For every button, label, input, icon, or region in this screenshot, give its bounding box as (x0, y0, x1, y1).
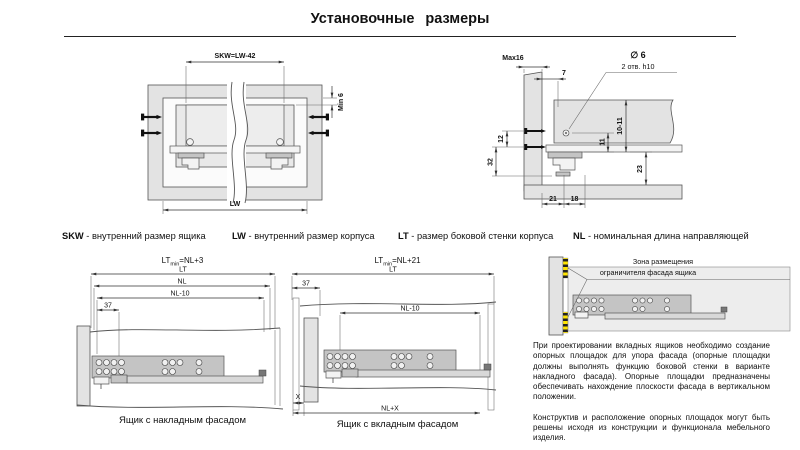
dim-nl10-label: NL-10 (170, 290, 190, 298)
dim-23 (630, 152, 652, 185)
hole-detail (563, 130, 569, 136)
dim-23-label: 23 (637, 165, 644, 173)
dim-37-label: 37 (302, 280, 310, 288)
overlay-facade-svg (75, 266, 290, 414)
overlay-facade-drawing (75, 256, 290, 426)
dim-nlx-label: NL+X (381, 405, 399, 413)
dim-x-label: X (295, 394, 301, 401)
page-title: Установочные размеры (310, 11, 490, 27)
drawer-bottom-board (546, 145, 682, 152)
dim-37 (97, 303, 119, 357)
legend-skw (62, 231, 206, 241)
legend-lw-key: LW (232, 231, 246, 241)
legend-nl-key: NL (573, 231, 586, 241)
dim-12 (492, 131, 525, 147)
dim-lw-label: LW (229, 201, 241, 208)
dim-10-11-label: 10-11 (617, 117, 624, 135)
formula-rest: =NL+21 (392, 256, 421, 265)
dim-nl10-label: NL-10 (400, 305, 420, 313)
dim-lw (163, 201, 307, 214)
dim-max16 (502, 55, 550, 73)
dim-11-label: 11 (599, 138, 607, 146)
stopper-zone-strips (563, 258, 568, 333)
inset-facade-drawing (290, 256, 505, 430)
legend-nl-desc: - номинальная длина направляющей (588, 231, 749, 241)
zone-label-line1: Зона размещения (632, 257, 694, 266)
dim-12-label: 12 (498, 135, 505, 143)
dia6-label: ∅ 6 (630, 50, 646, 60)
legend-nl (573, 231, 749, 241)
dim-7-label: 7 (562, 70, 566, 77)
dim-21-label: 21 (549, 196, 557, 203)
holes-label: 2 отв. h10 (621, 62, 655, 71)
caption-inset-facade: Ящик с вкладным фасадом (336, 419, 459, 430)
mounting-detail-drawing (480, 45, 685, 217)
legend-lw (232, 231, 375, 241)
slide-profile (548, 152, 582, 176)
slide-rail (92, 356, 266, 389)
notes-paragraph-1: При проектировании вкладных ящиков необходимо создание опорных площадок для упора фасада (опорные площадки должны выполнять функцию боковой стенки в варианте накладного фасада). Опорные площадки предназначены обеспечивать нахождение плоскости фасада в вертикальном положении. (533, 341, 770, 402)
dim-32-label: 32 (487, 158, 495, 166)
dim-lt-label: LT (389, 266, 397, 274)
front-section-drawing (140, 45, 350, 217)
dim-nl-label: NL (177, 278, 187, 286)
facade-panel (549, 257, 563, 335)
dim-nl10 (97, 291, 264, 355)
dim-37-label: 37 (104, 302, 112, 310)
facade-stopper-zone-diagram (535, 255, 790, 337)
inset-facade-svg (290, 266, 505, 418)
formula-base: LT (374, 256, 384, 265)
break-lines (227, 82, 248, 203)
dim-lt (292, 267, 494, 305)
dim-18-label: 18 (570, 196, 579, 203)
dim-nlx (293, 406, 480, 414)
legend-lt (398, 231, 553, 241)
legend-lw-desc: - внутренний размер корпуса (248, 231, 375, 241)
formula-rest: =NL+3 (179, 256, 204, 265)
caption-overlay-facade: Ящик с накладным фасадом (118, 415, 247, 426)
title-underline (64, 36, 736, 37)
zone-label-line2: ограничителя фасада ящика (599, 268, 697, 277)
formula-sub: min (170, 261, 180, 268)
slide-rail (324, 350, 491, 383)
formula-base: LT (161, 256, 171, 265)
legend-lt-desc: - размер боковой стенки корпуса (411, 231, 554, 241)
formula-lt-min-nl21 (290, 256, 505, 266)
dim-min6-label: Min 6 (338, 93, 345, 111)
legend-lt-key: LT (398, 231, 409, 241)
formula-lt-min-nl3 (75, 256, 290, 266)
legend-skw-desc: - внутренний размер ящика (86, 231, 206, 241)
drawer-side-panel (554, 100, 674, 143)
notes-paragraph-2: Конструктив и расположение опорных площадок могут быть решены исходя из конструкции и функционала мебельного изделия. (533, 412, 770, 443)
formula-sub: min (383, 261, 393, 268)
facade-panel (77, 326, 90, 406)
dim-lt-label: LT (179, 266, 187, 274)
dim-max16-label: Max16 (502, 55, 524, 62)
cabinet-bottom-panel (524, 185, 682, 199)
notes-block (533, 341, 770, 444)
dim-skw-label: SKW=LW-42 (214, 53, 256, 60)
dim-nl (94, 279, 270, 331)
legend-skw-key: SKW (62, 231, 84, 241)
facade-panel (304, 318, 318, 402)
